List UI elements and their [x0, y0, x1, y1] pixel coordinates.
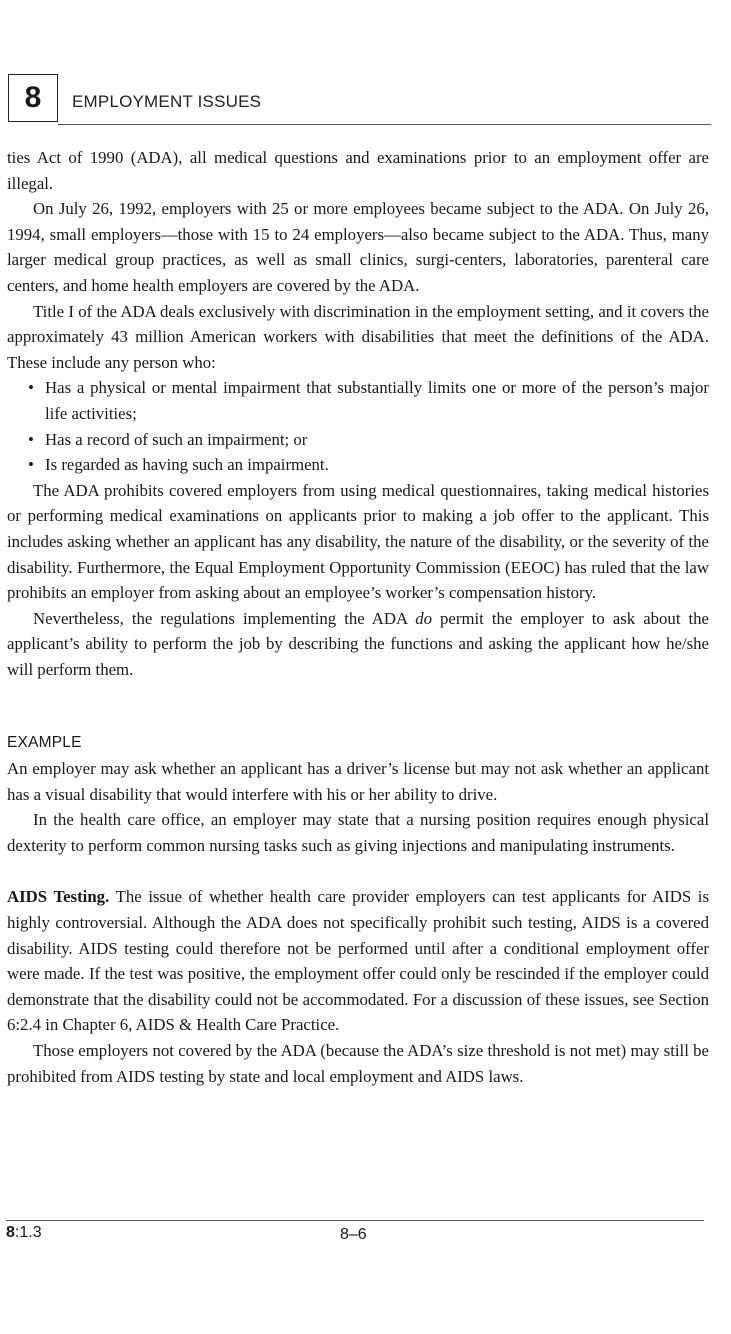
running-header	[8, 74, 711, 126]
chapter-number: 8	[24, 81, 42, 114]
aids-testing-paragraph	[7, 884, 709, 1038]
header-rule	[58, 124, 711, 125]
list-item: • Has a physical or mental impairment that substantially limits one or more of the person’s major life activities;	[45, 375, 709, 426]
example-paragraph: An employer may ask whether an applicant has a driver’s license but may not ask whether an applicant has a visual disability that would interfere with his or her ability to drive.	[7, 759, 709, 804]
section-heading: AIDS Testing.	[7, 887, 110, 907]
text-run: The issue of whether health care provider employers can test applicants for AIDS is highly controversial. Although the ADA does not specifically prohibit such testing, AIDS is a covered disability. AIDS testing could therefore not be performed until after a conditional employment offer were made. If the test was positive, the employment offer could only be rescinded if the employer could demonstrate that the disability could not be accommodated. For a discussion of these issues, see Section 6:2.4 in Chapter 6, AIDS & Health Care Practice.	[7, 887, 709, 1035]
chapter-number-box	[8, 74, 58, 122]
text-run: permit the employer to ask about the applicant’s ability to perform the job by describing the functions and asking the applicant how he/she will perform them.	[7, 608, 709, 679]
paragraph-nevertheless	[7, 606, 709, 683]
list-item: • Is regarded as having such an impairment.	[45, 452, 709, 478]
text-run: Nevertheless, the regulations implementing the ADA	[33, 608, 416, 628]
aids-laws-paragraph: Those employers not covered by the ADA (because the ADA’s size threshold is not met) may still be prohibited from AIDS testing by state and local employment and AIDS laws.	[7, 1041, 709, 1086]
chapter-title: EMPLOYMENT ISSUES	[72, 92, 262, 111]
example-label: EXAMPLE	[7, 734, 82, 752]
page-body	[7, 145, 709, 1089]
example-paragraph: In the health care office, an employer may state that a nursing position requires enough physical dexterity to perform common nursing tasks such as giving injections and manipulating instruments.	[7, 810, 709, 855]
disability-criteria-list	[7, 375, 709, 477]
paragraph-prohibitions: The ADA prohibits covered employers from using medical questionnaires, taking medical histories or performing medical examinations on applicants prior to making a job offer to the applicant. This includes asking whether an applicant has any disability, the nature of the disability, or the severity of the disability. Furthermore, the Equal Employment Opportunity Commission (EEOC) has ruled that the law prohibits an employer from asking about an employee’s worker’s compensation history.	[7, 480, 709, 603]
paragraph-ada-dates: On July 26, 1992, employers with 25 or more employees became subject to the ADA. On July 26, 1994, small employers—those with 15 to 24 employers—also became subject to the ADA. Thus, many larger medical group practices, as well as small clinics, surgi-centers, laboratories, parenteral care centers, and home health employers are covered by the ADA.	[7, 199, 709, 295]
footer-rule	[6, 1220, 704, 1221]
emphasis: do	[415, 608, 433, 628]
list-item: • Has a record of such an impairment; or	[45, 427, 709, 453]
paragraph-continued: ties Act of 1990 (ADA), all medical questions and examinations prior to an employment offer are illegal.	[7, 148, 709, 193]
paragraph-title-one: Title I of the ADA deals exclusively with discrimination in the employment setting, and it covers the approximately 43 million American workers with disabilities that meet the definitions of the ADA. These include any person who:	[7, 301, 709, 372]
footer-section-number: 8:1.3	[6, 1224, 42, 1241]
page-number: 8–6	[340, 1226, 367, 1243]
